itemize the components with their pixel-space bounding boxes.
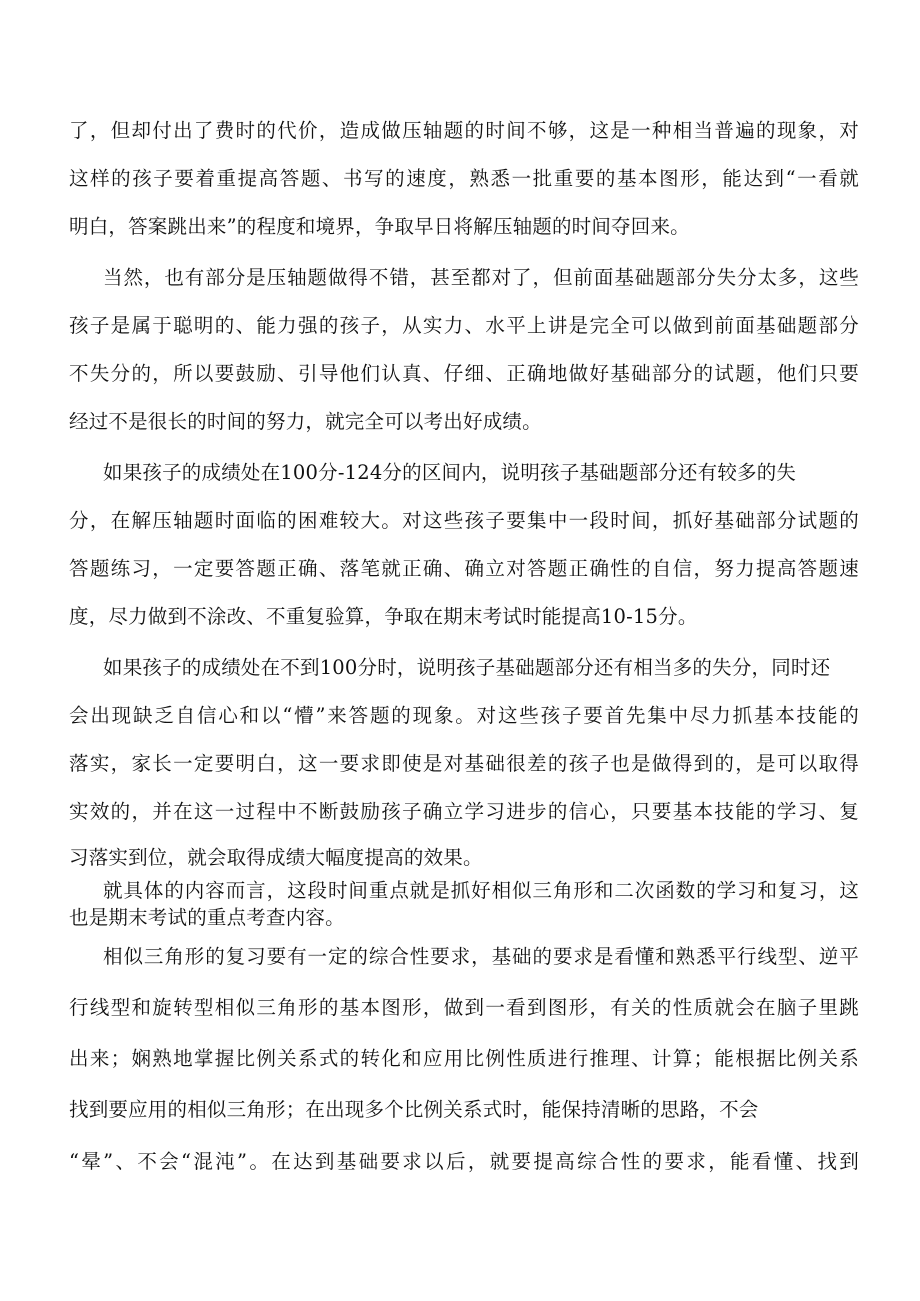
text-line: 出来；娴熟地掌握比例关系式的转化和应用比例性质进行推理、计算；能根据比例关系 — [69, 1047, 859, 1070]
text-line: 当然，也有部分是压轴题做得不错，甚至都对了，但前面基础题部分失分太多，这些 — [103, 266, 859, 289]
text-line: 度，尽力做到不涂改、不重复验算，争取在期末考试时能提高10-15分。 — [69, 605, 698, 628]
text-line: 就具体的内容而言，这段时间重点就是抓好相似三角形和二次函数的学习和复习，这 — [103, 879, 859, 902]
text-line: 如果孩子的成绩处在100分-124分的区间内，说明孩子基础题部分还有较多的失 — [103, 461, 797, 484]
text-line: 相似三角形的复习要有一定的综合性要求，基础的要求是看懂和熟悉平行线型、逆平 — [103, 945, 859, 968]
text-line: 经过不是很长的时间的努力，就完全可以考出好成绩。 — [69, 410, 542, 433]
text-line: 会出现缺乏自信心和以“懵”来答题的现象。对这些孩子要首先集中尽力抓基本技能的 — [69, 704, 859, 727]
text-line: 不失分的，所以要鼓励、引导他们认真、仔细、正确地做好基础部分的试题，他们只要 — [69, 362, 859, 385]
text-line: 实效的，并在这一过程中不断鼓励孩子确立学习进步的信心，只要基本技能的学习、复 — [69, 800, 859, 823]
text-line: 落实，家长一定要明白，这一要求即使是对基础很差的孩子也是做得到的，是可以取得 — [69, 752, 859, 775]
text-line: 找到要应用的相似三角形；在出现多个比例关系式时，能保持清晰的思路，不会 — [69, 1098, 759, 1121]
text-line: 也是期末考试的重点考查内容。 — [69, 906, 345, 929]
text-line: 明白，答案跳出来”的程度和境界，争取早日将解压轴题的时间夺回来。 — [69, 215, 690, 238]
text-line: 答题练习，一定要答题正确、落笔就正确、确立对答题正确性的自信，努力提高答题速 — [69, 557, 859, 580]
text-line: 了，但却付出了费时的代价，造成做压轴题的时间不够，这是一种相当普遍的现象，对 — [69, 119, 859, 142]
text-line: 这样的孩子要着重提高答题、书写的速度，熟悉一批重要的基本图形，能达到“一看就 — [69, 167, 859, 190]
text-line: “晕”、不会“混沌”。在达到基础要求以后，就要提高综合性的要求，能看懂、找到 — [69, 1150, 859, 1173]
text-line: 分，在解压轴题时面临的困难较大。对这些孩子要集中一段时间，抓好基础部分试题的 — [69, 509, 859, 532]
text-line: 习落实到位，就会取得成绩大幅度提高的效果。 — [69, 846, 483, 869]
text-line: 如果孩子的成绩处在不到100分时，说明孩子基础题部分还有相当多的失分，同时还 — [103, 656, 831, 679]
text-line: 行线型和旋转型相似三角形的基本图形，做到一看到图形，有关的性质就会在脑子里跳 — [69, 996, 859, 1019]
text-line: 孩子是属于聪明的、能力强的孩子，从实力、水平上讲是完全可以做到前面基础题部分 — [69, 314, 859, 337]
